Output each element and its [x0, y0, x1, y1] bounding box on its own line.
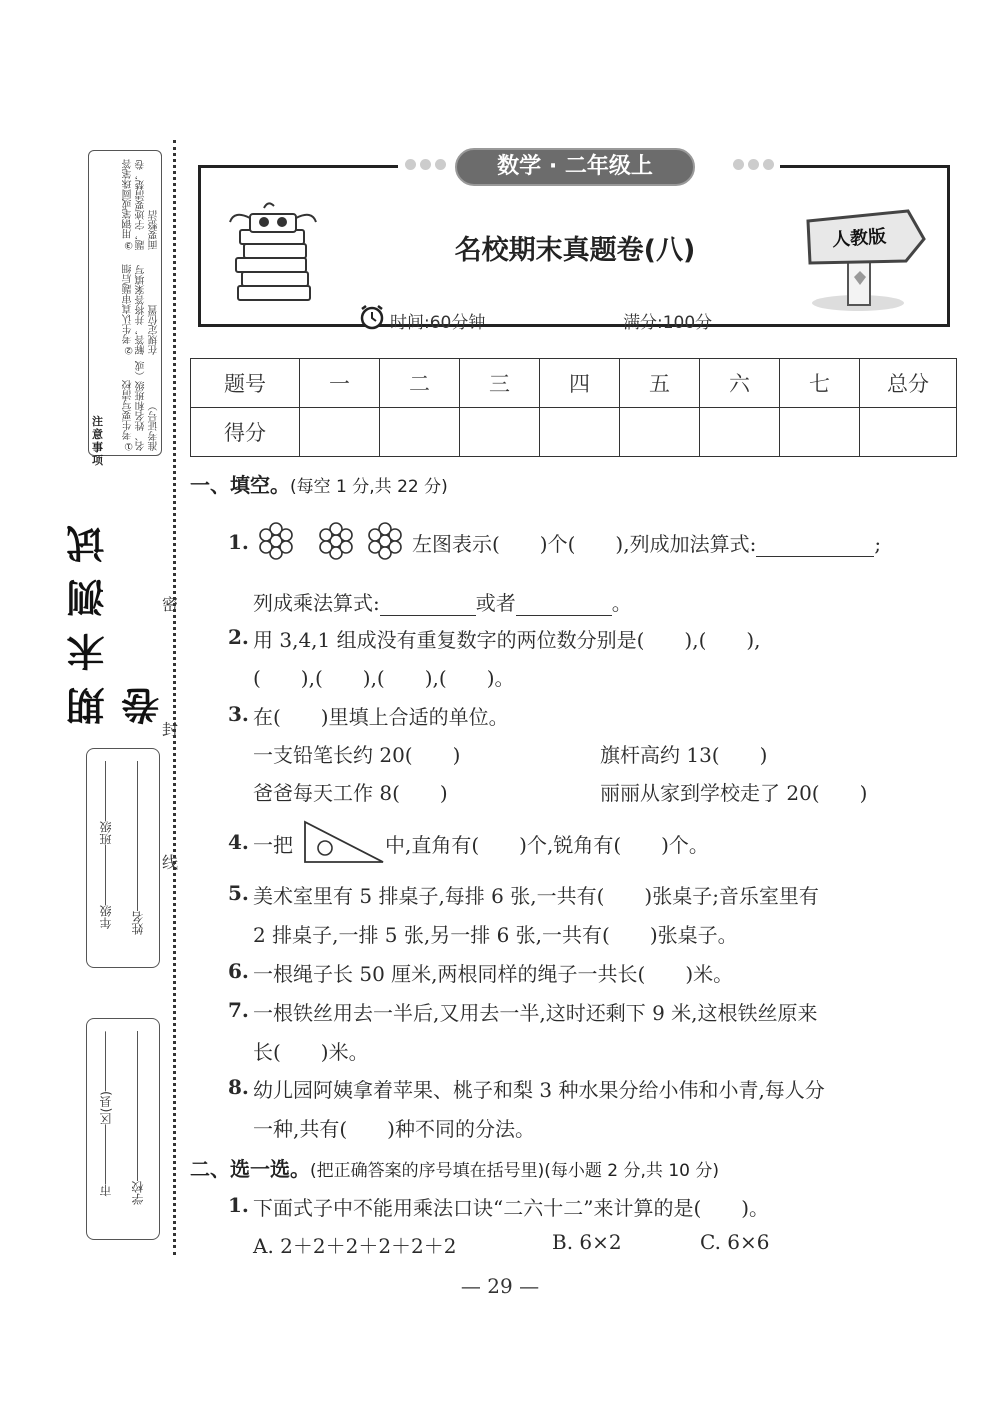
decor-dots-left	[405, 159, 446, 170]
table-row	[191, 359, 957, 408]
time-limit: 时间:60分钟	[390, 313, 486, 333]
section-1-heading: 一、填空。(每空 1 分,共 22 分)	[190, 473, 448, 497]
school-field[interactable]: 学校	[129, 1031, 146, 1205]
option-a[interactable]: A. 2＋2＋2＋2＋2＋2	[253, 1234, 457, 1258]
subject-pill: 数学 · 二年级上	[455, 148, 695, 186]
q5-text: 美术室里有 5 排桌子,每排 6 张,一共有( )张桌子;音乐室里有	[253, 884, 819, 908]
page-number: — 29 —	[460, 1274, 540, 1298]
score-input-cell[interactable]	[460, 408, 540, 457]
question-number: 4.	[228, 830, 249, 854]
q3-text: 在( )里填上合适的单位。	[253, 705, 509, 729]
q4-text-a: 一把	[253, 833, 293, 857]
score-input-cell[interactable]	[700, 408, 780, 457]
question-number: 2.	[228, 625, 249, 649]
notice-heading: 注意事项	[92, 415, 103, 467]
q7-text-cont: 长( )米。	[253, 1040, 369, 1064]
table-cell: 六	[700, 359, 780, 408]
question-number: 7.	[228, 998, 249, 1022]
edition-label: 人教版	[831, 226, 887, 251]
q3-item: 一支铅笔长约 20( )	[253, 743, 461, 767]
table-cell: 题号	[191, 359, 300, 408]
table-row	[191, 408, 957, 457]
table-cell: 一	[300, 359, 380, 408]
score-table	[190, 358, 957, 457]
section-2-heading: 二、选一选。(把正确答案的序号填在括号里)(每小题 2 分,共 10 分)	[190, 1157, 719, 1181]
q1-text: 左图表示( )个( ),列成加法算式: ;	[412, 532, 882, 556]
seal-char-xian: 线	[162, 853, 179, 872]
q3-item: 爸爸每天工作 8( )	[253, 781, 448, 805]
table-cell: 七	[780, 359, 860, 408]
q6-text: 一根绳子长 50 厘米,两根同样的绳子一共长( )米。	[253, 962, 734, 986]
exam-title: 名校期末真题卷(八)	[454, 235, 696, 266]
seal-char-mi: 密	[162, 595, 179, 614]
option-b[interactable]: B. 6×2	[552, 1230, 622, 1254]
signpost-icon	[790, 205, 930, 315]
q5-text-cont: 2 排桌子,一排 5 张,另一排 6 张,一共有( )张桌子。	[253, 923, 738, 947]
name-field[interactable]: 姓名	[129, 761, 146, 935]
exam-type-title: 期末测试卷	[66, 509, 166, 725]
decor-dots-right	[733, 159, 774, 170]
city-field[interactable]: 市区(县)	[97, 1031, 114, 1196]
table-cell: 二	[380, 359, 460, 408]
seal-char-feng: 封	[162, 720, 179, 739]
header-rule-left	[198, 165, 398, 168]
school-info-box	[86, 1018, 160, 1240]
score-input-cell[interactable]	[540, 408, 620, 457]
student-info-box	[86, 748, 160, 968]
notice-box	[88, 150, 162, 456]
seal-line	[173, 140, 176, 1255]
score-input-cell[interactable]	[860, 408, 957, 457]
answer-blank[interactable]	[380, 591, 476, 616]
q8-text: 幼儿园阿姨拿着苹果、桃子和梨 3 种水果分给小伟和小青,每人分	[253, 1078, 825, 1102]
table-cell: 五	[620, 359, 700, 408]
question-number: 1.	[228, 1193, 249, 1217]
question-number: 3.	[228, 702, 249, 726]
book-stack-icon	[220, 200, 330, 310]
notice-item-2: ②考生认真审题后细解答，并将答案填写在规定位置	[123, 263, 160, 355]
q4-text-b: 中,直角有( )个,锐角有( )个。	[385, 833, 709, 857]
alarm-clock-icon	[358, 303, 386, 331]
question-number: 6.	[228, 959, 249, 983]
q3-item: 旗杆高约 13( )	[600, 743, 768, 767]
score-input-cell[interactable]	[300, 408, 380, 457]
table-cell: 四	[540, 359, 620, 408]
score-input-cell[interactable]	[380, 408, 460, 457]
circle-group-icon	[315, 520, 357, 562]
question-number: 5.	[228, 881, 249, 905]
table-cell: 得分	[191, 408, 300, 457]
score-input-cell[interactable]	[620, 408, 700, 457]
mc-q1-text: 下面式子中不能用乘法口诀“二六十二”来计算的是( )。	[253, 1196, 770, 1220]
circle-group-icon	[255, 520, 297, 562]
header-rule-right	[780, 165, 950, 168]
answer-blank[interactable]	[516, 591, 612, 616]
circle-group-icon	[364, 520, 406, 562]
score-input-cell[interactable]	[780, 408, 860, 457]
grade-field[interactable]: 年级班级	[97, 761, 114, 929]
q8-text-cont: 一种,共有( )种不同的分法。	[253, 1117, 535, 1141]
question-number: 1.	[228, 530, 249, 554]
q2-text-cont: ( ),( ),( ),( )。	[253, 666, 515, 690]
notice-item-3: ③用钢笔或圆珠笔答题，字迹要清楚，卷面要整洁	[123, 158, 160, 250]
table-cell: 总分	[860, 359, 957, 408]
notice-item-1: ①考生要写清校名、姓名和班级（或准考证号）	[123, 361, 160, 451]
question-number: 8.	[228, 1075, 249, 1099]
answer-blank[interactable]	[756, 532, 874, 557]
q1-multiplication-line: 列成乘法算式: 或者 。	[253, 591, 632, 615]
q7-text: 一根铁丝用去一半后,又用去一半,这时还剩下 9 米,这根铁丝原来	[253, 1001, 818, 1025]
notice-items	[122, 155, 161, 451]
q2-text: 用 3,4,1 组成没有重复数字的两位数分别是( ),( ),	[253, 628, 761, 652]
option-c[interactable]: C. 6×6	[700, 1230, 770, 1254]
q3-item: 丽丽从家到学校走了 20( )	[600, 781, 868, 805]
set-square-icon	[303, 820, 385, 864]
full-score: 满分:100分	[623, 313, 713, 333]
table-cell: 三	[460, 359, 540, 408]
